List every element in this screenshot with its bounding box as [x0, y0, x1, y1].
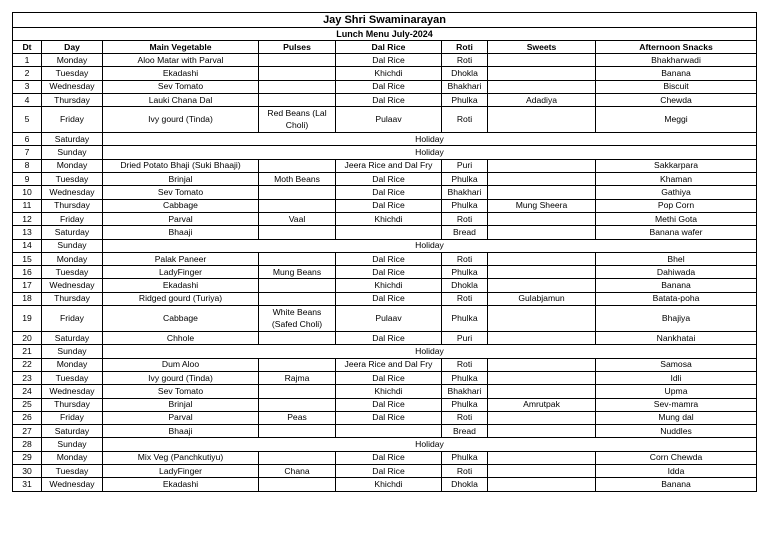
- afternoon-snacks-cell: Pop Corn: [596, 199, 757, 212]
- dal-rice-cell: Khichdi: [336, 212, 442, 225]
- menu-row: [13, 226, 757, 239]
- pulses-cell: [259, 186, 336, 199]
- sweets-cell: [488, 371, 596, 384]
- roti-cell: Bread: [442, 425, 488, 438]
- main-vegetable-cell: Ridged gourd (Turiya): [103, 292, 259, 305]
- date-cell: 19: [13, 306, 42, 332]
- menu-row: [13, 173, 757, 186]
- main-vegetable-cell: Ivy gourd (Tinda): [103, 371, 259, 384]
- day-cell: Wednesday: [42, 279, 103, 292]
- sheet-subtitle: Lunch Menu July-2024: [13, 28, 757, 41]
- dal-rice-cell: Khichdi: [336, 67, 442, 80]
- afternoon-snacks-cell: Banana: [596, 478, 757, 491]
- day-cell: Wednesday: [42, 186, 103, 199]
- day-cell: Tuesday: [42, 67, 103, 80]
- dal-rice-cell: Dal Rice: [336, 186, 442, 199]
- date-cell: 4: [13, 93, 42, 106]
- dal-rice-cell: Dal Rice: [336, 173, 442, 186]
- date-cell: 30: [13, 465, 42, 478]
- menu-row: [13, 199, 757, 212]
- pulses-cell: [259, 385, 336, 398]
- roti-cell: Bhakhari: [442, 80, 488, 93]
- main-vegetable-cell: Dum Aloo: [103, 358, 259, 371]
- day-cell: Friday: [42, 107, 103, 133]
- menu-row: [13, 398, 757, 411]
- pulses-cell: Chana: [259, 465, 336, 478]
- pulses-cell: [259, 292, 336, 305]
- day-cell: Monday: [42, 54, 103, 67]
- menu-row: [13, 159, 757, 172]
- sheet-title: Jay Shri Swaminarayan: [13, 13, 757, 28]
- date-cell: 5: [13, 107, 42, 133]
- afternoon-snacks-cell: Idda: [596, 465, 757, 478]
- lunch-menu-table: [12, 12, 757, 492]
- dal-rice-cell: Dal Rice: [336, 252, 442, 265]
- menu-row: [13, 54, 757, 67]
- main-vegetable-cell: Cabbage: [103, 199, 259, 212]
- afternoon-snacks-cell: Upma: [596, 385, 757, 398]
- roti-cell: Phulka: [442, 306, 488, 332]
- roti-cell: Phulka: [442, 266, 488, 279]
- menu-row: [13, 212, 757, 225]
- menu-row: [13, 279, 757, 292]
- dal-rice-cell: Dal Rice: [336, 266, 442, 279]
- sweets-cell: [488, 54, 596, 67]
- pulses-cell: [259, 54, 336, 67]
- dal-rice-cell: Pulaav: [336, 306, 442, 332]
- pulses-cell: White Beans (Safed Choli): [259, 306, 336, 332]
- day-cell: Wednesday: [42, 478, 103, 491]
- afternoon-snacks-cell: Chewda: [596, 93, 757, 106]
- dal-rice-cell: Dal Rice: [336, 54, 442, 67]
- pulses-cell: [259, 93, 336, 106]
- roti-cell: Roti: [442, 292, 488, 305]
- sweets-cell: [488, 478, 596, 491]
- column-header-main-vegetable: Main Vegetable: [103, 41, 259, 54]
- dal-rice-cell: Jeera Rice and Dal Fry: [336, 358, 442, 371]
- day-cell: Monday: [42, 451, 103, 464]
- sweets-cell: [488, 186, 596, 199]
- date-cell: 21: [13, 345, 42, 358]
- date-cell: 13: [13, 226, 42, 239]
- day-cell: Sunday: [42, 345, 103, 358]
- afternoon-snacks-cell: Corn Chewda: [596, 451, 757, 464]
- pulses-cell: [259, 80, 336, 93]
- roti-cell: Dhokla: [442, 478, 488, 491]
- main-vegetable-cell: Ekadashi: [103, 67, 259, 80]
- dal-rice-cell: Dal Rice: [336, 292, 442, 305]
- date-cell: 20: [13, 332, 42, 345]
- date-cell: 23: [13, 371, 42, 384]
- afternoon-snacks-cell: Sev-mamra: [596, 398, 757, 411]
- dal-rice-cell: Dal Rice: [336, 199, 442, 212]
- day-cell: Friday: [42, 411, 103, 424]
- afternoon-snacks-cell: Banana: [596, 67, 757, 80]
- roti-cell: Phulka: [442, 398, 488, 411]
- day-cell: Sunday: [42, 239, 103, 252]
- date-cell: 26: [13, 411, 42, 424]
- afternoon-snacks-cell: Banana: [596, 279, 757, 292]
- holiday-row: [13, 133, 757, 146]
- main-vegetable-cell: Sev Tomato: [103, 385, 259, 398]
- menu-row: [13, 93, 757, 106]
- main-vegetable-cell: Mix Veg (Panchkutiyu): [103, 451, 259, 464]
- day-cell: Saturday: [42, 332, 103, 345]
- afternoon-snacks-cell: Dahiwada: [596, 266, 757, 279]
- main-vegetable-cell: LadyFinger: [103, 465, 259, 478]
- sweets-cell: [488, 332, 596, 345]
- dal-rice-cell: Dal Rice: [336, 80, 442, 93]
- day-cell: Friday: [42, 306, 103, 332]
- dal-rice-cell: Dal Rice: [336, 332, 442, 345]
- main-vegetable-cell: Cabbage: [103, 306, 259, 332]
- dal-rice-cell: Dal Rice: [336, 93, 442, 106]
- date-cell: 9: [13, 173, 42, 186]
- dal-rice-cell: Khichdi: [336, 385, 442, 398]
- sweets-cell: [488, 451, 596, 464]
- day-cell: Thursday: [42, 398, 103, 411]
- column-header-pulses: Pulses: [259, 41, 336, 54]
- pulses-cell: [259, 478, 336, 491]
- day-cell: Saturday: [42, 226, 103, 239]
- menu-row: [13, 478, 757, 491]
- afternoon-snacks-cell: Samosa: [596, 358, 757, 371]
- afternoon-snacks-cell: Methi Gota: [596, 212, 757, 225]
- sweets-cell: [488, 306, 596, 332]
- main-vegetable-cell: Aloo Matar with Parval: [103, 54, 259, 67]
- date-cell: 14: [13, 239, 42, 252]
- day-cell: Saturday: [42, 133, 103, 146]
- pulses-cell: [259, 279, 336, 292]
- menu-row: [13, 292, 757, 305]
- main-vegetable-cell: Palak Paneer: [103, 252, 259, 265]
- holiday-row: [13, 146, 757, 159]
- holiday-cell: Holiday: [103, 438, 757, 451]
- date-cell: 2: [13, 67, 42, 80]
- afternoon-snacks-cell: Khaman: [596, 173, 757, 186]
- sweets-cell: [488, 279, 596, 292]
- pulses-cell: Rajma: [259, 371, 336, 384]
- day-cell: Thursday: [42, 93, 103, 106]
- date-cell: 25: [13, 398, 42, 411]
- menu-row: [13, 358, 757, 371]
- day-cell: Monday: [42, 159, 103, 172]
- sweets-cell: Amrutpak: [488, 398, 596, 411]
- holiday-row: [13, 345, 757, 358]
- day-cell: Monday: [42, 252, 103, 265]
- main-vegetable-cell: Chhole: [103, 332, 259, 345]
- column-header-roti: Roti: [442, 41, 488, 54]
- roti-cell: Dhokla: [442, 67, 488, 80]
- date-cell: 16: [13, 266, 42, 279]
- day-cell: Wednesday: [42, 80, 103, 93]
- date-cell: 12: [13, 212, 42, 225]
- dal-rice-cell: Pulaav: [336, 107, 442, 133]
- pulses-cell: [259, 332, 336, 345]
- pulses-cell: [259, 159, 336, 172]
- pulses-cell: [259, 451, 336, 464]
- pulses-cell: [259, 252, 336, 265]
- dal-rice-cell: Khichdi: [336, 279, 442, 292]
- main-vegetable-cell: Bhaaji: [103, 425, 259, 438]
- menu-row: [13, 107, 757, 133]
- date-cell: 17: [13, 279, 42, 292]
- roti-cell: Roti: [442, 212, 488, 225]
- pulses-cell: Red Beans (Lal Choli): [259, 107, 336, 133]
- holiday-row: [13, 239, 757, 252]
- date-cell: 24: [13, 385, 42, 398]
- afternoon-snacks-cell: Sakkarpara: [596, 159, 757, 172]
- date-cell: 29: [13, 451, 42, 464]
- day-cell: Thursday: [42, 292, 103, 305]
- roti-cell: Dhokla: [442, 279, 488, 292]
- date-cell: 11: [13, 199, 42, 212]
- menu-row: [13, 306, 757, 332]
- day-cell: Sunday: [42, 146, 103, 159]
- dal-rice-cell: [336, 226, 442, 239]
- holiday-cell: Holiday: [103, 133, 757, 146]
- date-cell: 3: [13, 80, 42, 93]
- column-header-sweets: Sweets: [488, 41, 596, 54]
- day-cell: Friday: [42, 212, 103, 225]
- column-header-day: Day: [42, 41, 103, 54]
- pulses-cell: [259, 226, 336, 239]
- pulses-cell: Mung Beans: [259, 266, 336, 279]
- afternoon-snacks-cell: Bhajiya: [596, 306, 757, 332]
- dal-rice-cell: Khichdi: [336, 478, 442, 491]
- day-cell: Tuesday: [42, 465, 103, 478]
- date-cell: 1: [13, 54, 42, 67]
- pulses-cell: [259, 199, 336, 212]
- day-cell: Monday: [42, 358, 103, 371]
- sweets-cell: [488, 266, 596, 279]
- menu-row: [13, 371, 757, 384]
- sweets-cell: [488, 425, 596, 438]
- main-vegetable-cell: Lauki Chana Dal: [103, 93, 259, 106]
- sweets-cell: Adadiya: [488, 93, 596, 106]
- date-cell: 28: [13, 438, 42, 451]
- roti-cell: Puri: [442, 332, 488, 345]
- day-cell: Tuesday: [42, 266, 103, 279]
- date-cell: 8: [13, 159, 42, 172]
- afternoon-snacks-cell: Nuddles: [596, 425, 757, 438]
- roti-cell: Bread: [442, 226, 488, 239]
- pulses-cell: [259, 398, 336, 411]
- afternoon-snacks-cell: Batata-poha: [596, 292, 757, 305]
- dal-rice-cell: Dal Rice: [336, 398, 442, 411]
- roti-cell: Roti: [442, 465, 488, 478]
- holiday-cell: Holiday: [103, 239, 757, 252]
- roti-cell: Phulka: [442, 173, 488, 186]
- day-cell: Sunday: [42, 438, 103, 451]
- dal-rice-cell: [336, 425, 442, 438]
- date-cell: 7: [13, 146, 42, 159]
- main-vegetable-cell: Sev Tomato: [103, 80, 259, 93]
- date-cell: 27: [13, 425, 42, 438]
- menu-row: [13, 186, 757, 199]
- afternoon-snacks-cell: Bhel: [596, 252, 757, 265]
- date-cell: 10: [13, 186, 42, 199]
- pulses-cell: [259, 67, 336, 80]
- menu-body: [13, 54, 757, 492]
- main-vegetable-cell: Dried Potato Bhaji (Suki Bhaaji): [103, 159, 259, 172]
- roti-cell: Roti: [442, 252, 488, 265]
- roti-cell: Bhakhari: [442, 186, 488, 199]
- holiday-cell: Holiday: [103, 146, 757, 159]
- afternoon-snacks-cell: Meggi: [596, 107, 757, 133]
- sweets-cell: [488, 358, 596, 371]
- roti-cell: Phulka: [442, 371, 488, 384]
- sweets-cell: Mung Sheera: [488, 199, 596, 212]
- main-vegetable-cell: Sev Tomato: [103, 186, 259, 199]
- pulses-cell: [259, 425, 336, 438]
- menu-row: [13, 385, 757, 398]
- holiday-cell: Holiday: [103, 345, 757, 358]
- afternoon-snacks-cell: Gathiya: [596, 186, 757, 199]
- sweets-cell: [488, 80, 596, 93]
- sweets-cell: [488, 385, 596, 398]
- holiday-row: [13, 438, 757, 451]
- roti-cell: Puri: [442, 159, 488, 172]
- date-cell: 15: [13, 252, 42, 265]
- sweets-cell: [488, 411, 596, 424]
- pulses-cell: Peas: [259, 411, 336, 424]
- pulses-cell: Moth Beans: [259, 173, 336, 186]
- menu-row: [13, 266, 757, 279]
- roti-cell: Phulka: [442, 451, 488, 464]
- column-header-afternoon-snacks: Afternoon Snacks: [596, 41, 757, 54]
- date-cell: 18: [13, 292, 42, 305]
- date-cell: 6: [13, 133, 42, 146]
- menu-row: [13, 411, 757, 424]
- dal-rice-cell: Dal Rice: [336, 465, 442, 478]
- column-header-dt: Dt: [13, 41, 42, 54]
- sweets-cell: [488, 173, 596, 186]
- sweets-cell: Gulabjamun: [488, 292, 596, 305]
- sweets-cell: [488, 67, 596, 80]
- afternoon-snacks-cell: Nankhatai: [596, 332, 757, 345]
- sweets-cell: [488, 159, 596, 172]
- roti-cell: Phulka: [442, 93, 488, 106]
- main-vegetable-cell: Ekadashi: [103, 478, 259, 491]
- dal-rice-cell: Dal Rice: [336, 451, 442, 464]
- sweets-cell: [488, 226, 596, 239]
- column-header-dal-rice: Dal Rice: [336, 41, 442, 54]
- afternoon-snacks-cell: Idli: [596, 371, 757, 384]
- sweets-cell: [488, 252, 596, 265]
- roti-cell: Roti: [442, 358, 488, 371]
- date-cell: 22: [13, 358, 42, 371]
- roti-cell: Roti: [442, 107, 488, 133]
- pulses-cell: [259, 358, 336, 371]
- afternoon-snacks-cell: Banana wafer: [596, 226, 757, 239]
- afternoon-snacks-cell: Bhakharwadi: [596, 54, 757, 67]
- menu-row: [13, 332, 757, 345]
- roti-cell: Roti: [442, 54, 488, 67]
- main-vegetable-cell: Bhaaji: [103, 226, 259, 239]
- roti-cell: Phulka: [442, 199, 488, 212]
- menu-row: [13, 465, 757, 478]
- menu-row: [13, 451, 757, 464]
- menu-row: [13, 80, 757, 93]
- date-cell: 31: [13, 478, 42, 491]
- menu-row: [13, 252, 757, 265]
- day-cell: Wednesday: [42, 385, 103, 398]
- main-vegetable-cell: Ivy gourd (Tinda): [103, 107, 259, 133]
- main-vegetable-cell: Ekadashi: [103, 279, 259, 292]
- dal-rice-cell: Jeera Rice and Dal Fry: [336, 159, 442, 172]
- afternoon-snacks-cell: Mung dal: [596, 411, 757, 424]
- day-cell: Saturday: [42, 425, 103, 438]
- day-cell: Tuesday: [42, 371, 103, 384]
- main-vegetable-cell: Brinjal: [103, 173, 259, 186]
- menu-row: [13, 67, 757, 80]
- sweets-cell: [488, 212, 596, 225]
- sweets-cell: [488, 107, 596, 133]
- menu-row: [13, 425, 757, 438]
- roti-cell: Bhakhari: [442, 385, 488, 398]
- main-vegetable-cell: LadyFinger: [103, 266, 259, 279]
- main-vegetable-cell: Parval: [103, 411, 259, 424]
- roti-cell: Roti: [442, 411, 488, 424]
- afternoon-snacks-cell: Biscuit: [596, 80, 757, 93]
- main-vegetable-cell: Parval: [103, 212, 259, 225]
- sweets-cell: [488, 465, 596, 478]
- dal-rice-cell: Dal Rice: [336, 371, 442, 384]
- dal-rice-cell: Dal Rice: [336, 411, 442, 424]
- day-cell: Thursday: [42, 199, 103, 212]
- main-vegetable-cell: Brinjal: [103, 398, 259, 411]
- pulses-cell: Vaal: [259, 212, 336, 225]
- day-cell: Tuesday: [42, 173, 103, 186]
